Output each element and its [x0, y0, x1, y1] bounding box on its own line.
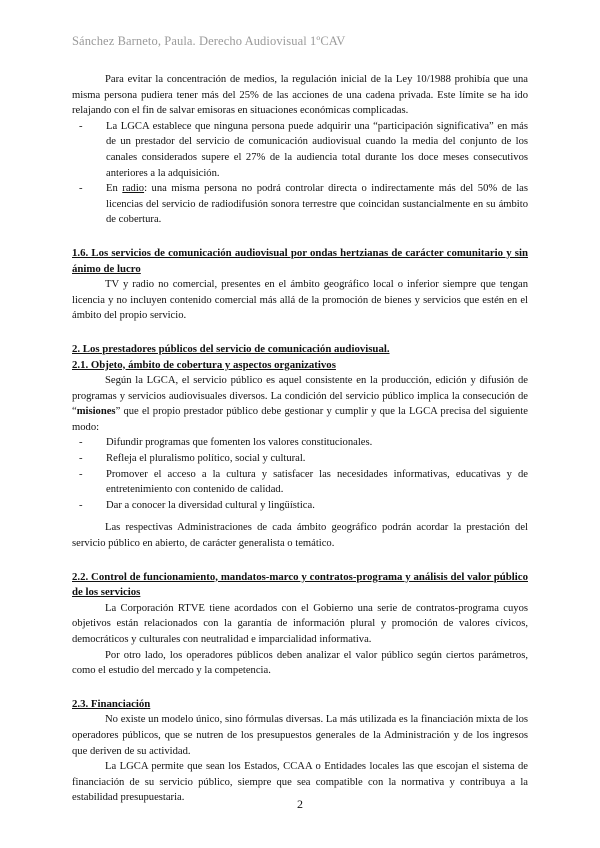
document-body [72, 72, 528, 806]
section-heading-2: 2. Los prestadores públicos del servicio de comunicación audiovisual. [72, 342, 390, 355]
section-2-1-closing: Las respectivas Administraciones de cada ámbito geográfico podrán acordar la prestación del servicio público en abierto, de carácter generalista o temático. [72, 522, 528, 550]
list-item: - Dar a conocer la diversidad cultural y lingüística. [106, 498, 528, 514]
list-item: - Promover el acceso a la cultura y satisfacer las necesidades informativas, educativas y de entretenimiento con contenido de calidad. [106, 467, 528, 498]
section-2-3-paragraph-1: No existe un modelo único, sino fórmulas diversas. La más utilizada es la financiación mixta de los operadores públicos, que se nutren de los presupuestos generales de la Administración y de los ingresos que deriven de su actividad. [72, 714, 528, 757]
document-header: Sánchez Barneto, Paula. Derecho Audiovisual 1ºCAV [72, 34, 346, 48]
section-heading-2-2: 2.2. Control de funcionamiento, mandatos-marco y contratos-programa y análisis del valor público de los servicios [72, 570, 528, 599]
list-item-text: En [106, 183, 123, 195]
list-item: - La LGCA establece que ninguna persona puede adquirir una “participación significativa” en más de un prestador del servicio de comunicación audiovisual cuando la media del conjunto de los canales considerados supere el 27% de la audiencia total durante los doce meses consecutivos anteriores a la adquisición. [106, 119, 528, 181]
section-2-1-paragraph [72, 373, 528, 435]
section-2-3-paragraph-2: La LGCA permite que sean los Estados, CCAA o Entidades locales las que escojan el sistema de financiación de su servicio público, siempre que sea compatible con la normativa y contribuya a la estabilidad presupuestaria. [72, 761, 528, 804]
section-2-2-paragraph-2: Por otro lado, los operadores públicos deben analizar el valor público según ciertos parámetros, como el estudio del mercado y la competencia. [72, 649, 528, 677]
paragraph-text: ” que el propio prestador público debe gestionar y cumplir y que la LGCA precisa del siguiente modo: [72, 406, 528, 433]
intro-list [72, 119, 528, 228]
list-item-text: : una misma persona no podrá controlar directa o indirectamente más del 50% de las licencias del servicio de radiodifusión sonora terrestre que coincidan sustancialmente en su ámbito de cobertura. [106, 183, 528, 226]
page-number: 2 [297, 797, 303, 811]
list-item: - Difundir programas que fomenten los valores constitucionales. [106, 435, 528, 451]
section-heading-2-1: 2.1. Objeto, ámbito de cobertura y aspectos organizativos [72, 358, 336, 371]
missions-list [72, 435, 528, 513]
list-item: - Refleja el pluralismo político, social y cultural. [106, 451, 528, 467]
misiones-bold-term: misiones [76, 406, 116, 418]
radio-underlined-term: radio [122, 183, 145, 195]
paragraph-text: Según la LGCA, el servicio público es aquel consistente en la producción, edición y difusión de programas y servicios audiovisuales diversos. La condición del servicio público implica la consecución de “ [72, 375, 528, 418]
section-2-2-paragraph-1: La Corporación RTVE tiene acordados con el Gobierno una serie de contratos-programa cuyos objetivos están relacionados con la garantía de información plural y promoción de valores cívicos, democráticos y culturales con neutralidad e imparcialidad informativa. [72, 602, 528, 645]
section-heading-2-3: 2.3. Financiación [72, 697, 151, 710]
section-1-6-paragraph: TV y radio no comercial, presentes en el ámbito geográfico local o inferior siempre que tengan licencia y no incluyen contenido comercial más allá de la promoción de bienes y servicios que estén en el ámbito del propio servicio. [72, 279, 528, 322]
intro-paragraph: Para evitar la concentración de medios, la regulación inicial de la Ley 10/1988 prohibía que una misma persona pudiera tener más del 25% de las acciones de una cadena privada. Este límite se ha ido relajando con el fin de salvar emisoras en situaciones económicas complicadas. [72, 74, 528, 117]
list-item [106, 181, 528, 228]
section-heading-1-6: 1.6. Los servicios de comunicación audiovisual por ondas hertzianas de carácter comunitario y sin ánimo de lucro [72, 246, 528, 275]
